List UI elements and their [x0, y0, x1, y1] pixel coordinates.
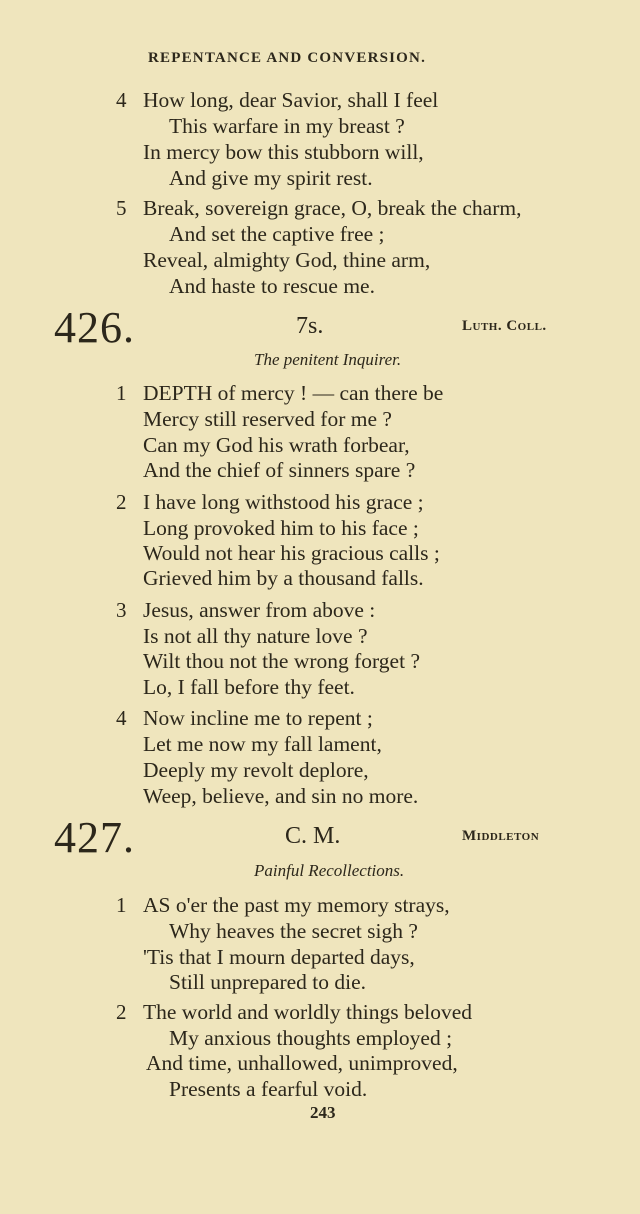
- verse-line: And the chief of sinners spare ?: [143, 458, 416, 482]
- hymn-number: 427.: [54, 813, 135, 862]
- verse-line: Let me now my fall lament,: [143, 732, 382, 756]
- running-header: REPENTANCE AND CONVERSION.: [148, 50, 427, 66]
- verse-line: This warfare in my breast ?: [169, 114, 405, 138]
- verse-line: Can my God his wrath forbear,: [143, 433, 410, 457]
- verse-line: And haste to rescue me.: [169, 274, 375, 298]
- verse-line: In mercy bow this stubborn will,: [143, 140, 424, 164]
- hymn-number: 426.: [54, 303, 135, 352]
- verse-line: Jesus, answer from above :: [143, 598, 376, 622]
- hymn-subtitle: The penitent Inquirer.: [254, 350, 402, 369]
- verse-line: How long, dear Savior, shall I feel: [143, 88, 439, 112]
- verse-line: Presents a fearful void.: [169, 1077, 368, 1101]
- hymn-tune: Middleton: [462, 828, 540, 844]
- verse-line: And give my spirit rest.: [169, 166, 373, 190]
- verse-line: And set the captive free ;: [169, 222, 385, 246]
- verse-line: Weep, believe, and sin no more.: [143, 784, 419, 808]
- page-number: 243: [310, 1103, 336, 1122]
- hymn-tune: Luth. Coll.: [462, 318, 547, 334]
- verse-number: 2: [116, 490, 127, 514]
- hymn-subtitle: Painful Recollections.: [254, 861, 405, 880]
- verse-line: Mercy still reserved for me ?: [143, 407, 392, 431]
- verse-line: The world and worldly things beloved: [143, 1000, 473, 1024]
- verse-number: 5: [116, 196, 127, 220]
- verse-line: And time, unhallowed, unimproved,: [146, 1051, 458, 1075]
- verse-number: 4: [116, 88, 127, 112]
- verse-line: Deeply my revolt deplore,: [143, 758, 369, 782]
- hymn-meter: 7s.: [296, 313, 324, 339]
- verse-line: DEPTH of mercy ! — can there be: [143, 381, 444, 405]
- verse-line: Why heaves the secret sigh ?: [169, 919, 418, 943]
- verse-line: I have long withstood his grace ;: [143, 490, 424, 514]
- verse-line: Wilt thou not the wrong forget ?: [143, 649, 420, 673]
- verse-line: Is not all thy nature love ?: [143, 624, 368, 648]
- verse-line: Now incline me to repent ;: [143, 706, 373, 730]
- verse-line: Still unprepared to die.: [169, 970, 367, 994]
- hymn-meter: C. M.: [285, 823, 341, 849]
- verse-number: 2: [116, 1000, 127, 1024]
- verse-line: Would not hear his gracious calls ;: [143, 541, 440, 565]
- verse-line: Break, sovereign grace, O, break the charm,: [143, 196, 522, 220]
- verse-line: Grieved him by a thousand falls.: [143, 566, 424, 590]
- verse-line: Long provoked him to his face ;: [143, 516, 419, 540]
- verse-line: AS o'er the past my memory strays,: [143, 893, 450, 917]
- verse-line: 'Tis that I mourn departed days,: [143, 945, 415, 969]
- verse-line: Reveal, almighty God, thine arm,: [143, 248, 431, 272]
- verse-line: Lo, I fall before thy feet.: [143, 675, 355, 699]
- verse-number: 3: [116, 598, 127, 622]
- verse-number: 1: [116, 893, 127, 917]
- verse-number: 4: [116, 706, 127, 730]
- verse-line: My anxious thoughts employed ;: [169, 1026, 453, 1050]
- verse-number: 1: [116, 381, 127, 405]
